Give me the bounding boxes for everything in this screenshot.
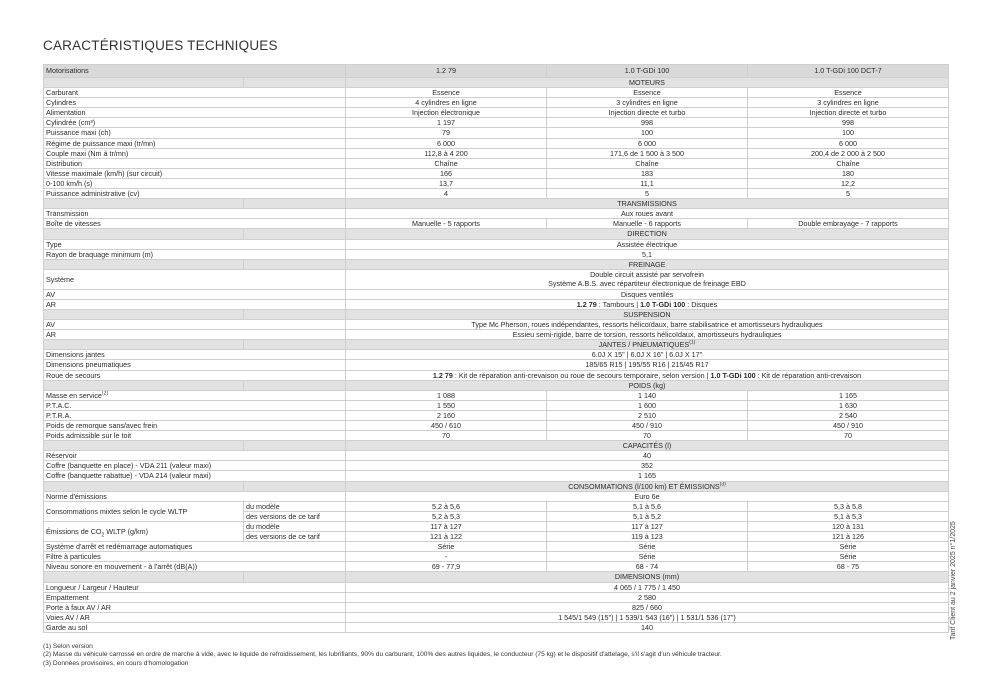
section-footnote-ref: (1) (689, 339, 696, 346)
section-spacer (244, 78, 346, 88)
value-engine-2: 2 510 (547, 410, 748, 420)
row-label (44, 410, 346, 420)
row-label: Norme d'émissions (44, 491, 346, 501)
value-engine-3: 1 165 (748, 390, 949, 400)
moteurs-row (44, 148, 949, 158)
spec-table-body (44, 65, 949, 633)
section-spacer (44, 199, 244, 209)
section-title: CONSOMMATIONS (l/100 km) ET ÉMISSIONS (568, 481, 720, 491)
sub-label: des versions de ce tarif (244, 511, 346, 521)
row-label: Longueur / Largeur / Hauteur (44, 582, 346, 592)
weight-row (44, 431, 949, 441)
value-engine-2: 183 (547, 168, 748, 178)
row-label: Voies AV / AR (44, 612, 346, 622)
value-engine-2: Essence (547, 88, 748, 98)
spare-text: : Kit de réparation anti-crevaison (755, 370, 862, 380)
row-label (44, 431, 346, 441)
brake-system-line-2: Système A.B.S. avec répartiteur électronique de freinage EBD (548, 279, 746, 289)
value-all: 1 545/1 549 (15") | 1 539/1 543 (16") | 1 531/1 536 (17") (346, 612, 949, 622)
section-title-cell (346, 199, 949, 209)
section-spacer (44, 380, 244, 390)
noise-level-row (44, 562, 949, 572)
value-engine-3: Double embrayage - 7 rapports (748, 219, 949, 229)
section-header-poids (44, 380, 949, 390)
row-label: Transmission (44, 209, 346, 219)
section-spacer (244, 229, 346, 239)
row-label-text: P.T.R.A. (46, 410, 72, 420)
co2-subscript: 2 (101, 532, 105, 539)
section-title: MOTEURS (629, 78, 665, 87)
row-label (44, 390, 346, 400)
moteurs-row (44, 168, 949, 178)
value-engine-1: 4 (346, 189, 547, 199)
brake-rear-row (44, 299, 949, 309)
row-label: Porte à faux AV / AR (44, 602, 346, 612)
section-title-cell (346, 481, 949, 491)
value-engine-2: 70 (547, 431, 748, 441)
section-title-cell (346, 309, 949, 319)
value-engine-3: 2 540 (748, 410, 949, 420)
value-engine-2: 1 600 (547, 400, 748, 410)
brake-system-line-1: Double circuit assisté par servofrein (590, 270, 704, 280)
section-spacer (244, 481, 346, 491)
section-spacer (244, 340, 346, 350)
section-header-capacites (44, 441, 949, 451)
section-title: POIDS (kg) (628, 380, 666, 390)
section-spacer (44, 259, 244, 269)
value-engine-3: 200,4 de 2 000 à 2 500 (748, 148, 949, 158)
value-all: 140 (346, 622, 949, 632)
value-all: 352 (346, 461, 949, 471)
value-engine-1: 70 (346, 431, 547, 441)
value-engine-1: 2 160 (346, 410, 547, 420)
spare-text: : Kit de réparation anti-crevaison ou roue de secours temporaire, selon version | (452, 370, 711, 380)
value-engine-3: 5,3 à 5,8 (748, 501, 949, 511)
value-all: 40 (346, 451, 949, 461)
section-spacer (244, 572, 346, 582)
row-label: Boîte de vitesses (44, 219, 346, 229)
value-engine-1: 121 à 122 (346, 532, 547, 542)
value-engine-2: Manuelle - 6 rapports (547, 219, 748, 229)
value-engine-1: 5,2 à 5,3 (346, 511, 547, 521)
value-engine-1: 4 cylindres en ligne (346, 98, 547, 108)
value-engine-2: 100 (547, 128, 748, 138)
sub-label: des versions de ce tarif (244, 532, 346, 542)
row-label: AR (44, 299, 346, 309)
value-engine-3: 6 000 (748, 138, 949, 148)
value-engine-2: 117 à 127 (547, 521, 748, 531)
row-label: Dimensions jantes (44, 350, 346, 360)
value-engine-2: 171,6 de 1 500 à 3 500 (547, 148, 748, 158)
gearbox-row (44, 219, 949, 229)
row-label: 0-100 km/h (s) (44, 178, 346, 188)
value-engine-2: 68 - 74 (547, 562, 748, 572)
row-label: AV (44, 320, 346, 330)
value-all: 6.0J X 15" | 6.0J X 16" | 6.0J X 17" (346, 350, 949, 360)
row-label-text: Poids admissible sur le toit (46, 431, 132, 441)
value-engine-3: 450 / 910 (748, 421, 949, 431)
value-engine-3: Injection directe et turbo (748, 108, 949, 118)
value-engine-1: 69 - 77,9 (346, 562, 547, 572)
section-header-jantes (44, 340, 949, 350)
value-all: Disques ventilés (346, 289, 949, 299)
dimension-row (44, 592, 949, 602)
weight-row (44, 421, 949, 431)
moteurs-row (44, 158, 949, 168)
footnotes (43, 643, 722, 668)
spare-wheel-row (44, 370, 949, 380)
value-engine-2: Injection directe et turbo (547, 108, 748, 118)
row-label: Régime de puissance maxi (tr/mn) (44, 138, 346, 148)
row-label: Cylindrée (cm³) (44, 118, 346, 128)
co2-label: WLTP (g/km) (104, 526, 148, 536)
row-label: Cylindres (44, 98, 346, 108)
section-header-moteurs (44, 78, 949, 88)
brake-system-row (44, 269, 949, 289)
section-title-cell (346, 229, 949, 239)
section-spacer (44, 481, 244, 491)
value-engine-1: 117 à 127 (346, 521, 547, 531)
value-engine-1: 112,8 à 4 200 (346, 148, 547, 158)
section-spacer (244, 309, 346, 319)
consumption-row-1 (44, 501, 949, 511)
value-engine-1: Série (346, 542, 547, 552)
brake-text: : Tambours | (596, 299, 641, 309)
value-all: Aux roues avant (346, 209, 949, 219)
capacity-row (44, 471, 949, 481)
moteurs-row (44, 118, 949, 128)
rim-row (44, 350, 949, 360)
side-note: Tarif Client au 2 janvier 2025 n°1/2025 (950, 521, 957, 640)
value-all: 2 580 (346, 592, 949, 602)
section-title-cell (346, 380, 949, 390)
row-label: Coffre (banquette rabattue) - VDA 214 (valeur maxi) (44, 471, 346, 481)
row-label: Garde au sol (44, 622, 346, 632)
section-spacer (44, 441, 244, 451)
suspension-rear-row (44, 330, 949, 340)
row-label: Vitesse maximale (km/h) (sur circuit) (44, 168, 346, 178)
value-engine-3: 100 (748, 128, 949, 138)
weight-row (44, 400, 949, 410)
section-title: DIRECTION (627, 229, 667, 239)
spec-table (43, 64, 949, 633)
value-engine-3: Chaîne (748, 158, 949, 168)
row-label: Filtre à particules (44, 552, 346, 562)
section-title: JANTES / PNEUMATIQUES (598, 340, 690, 350)
moteurs-row (44, 138, 949, 148)
value-engine-3: 120 à 131 (748, 521, 949, 531)
value-all: Euro 6e (346, 491, 949, 501)
header-row (44, 65, 949, 78)
section-title-cell (346, 340, 949, 350)
row-label: Distribution (44, 158, 346, 168)
section-title: CAPACITÉS (l) (622, 441, 672, 451)
section-header-transmissions (44, 199, 949, 209)
row-label: Niveau sonore en mouvement - à l'arrêt (dB(A)) (44, 562, 346, 572)
row-label: Empattement (44, 592, 346, 602)
value-engine-2: 5,1 à 5,2 (547, 511, 748, 521)
section-header-suspension (44, 309, 949, 319)
value-engine-1: Manuelle - 5 rapports (346, 219, 547, 229)
section-spacer (244, 380, 346, 390)
value-engine-3: 70 (748, 431, 949, 441)
section-spacer (244, 441, 346, 451)
value-engine-1: 13,7 (346, 178, 547, 188)
value-all: Essieu semi-rigide, barre de torsion, ressorts hélicoïdaux, amortisseurs hydrauliques (346, 330, 949, 340)
row-label: Type (44, 239, 346, 249)
value-engine-3: 121 à 126 (748, 532, 949, 542)
value-engine-3: 180 (748, 168, 949, 178)
row-label: Système d'arrêt et redémarrage automatiques (44, 542, 346, 552)
section-header-consommations (44, 481, 949, 491)
row-label (44, 521, 244, 541)
value-all (346, 299, 949, 309)
section-title: SUSPENSION (623, 309, 671, 319)
value-engine-3: Essence (748, 88, 949, 98)
moteurs-row (44, 88, 949, 98)
value-engine-2: Série (547, 552, 748, 562)
value-all: 5,1 (346, 249, 949, 259)
tyre-row (44, 360, 949, 370)
value-engine-2: 5 (547, 189, 748, 199)
sub-label: du modèle (244, 501, 346, 511)
value-engine-2: 6 000 (547, 138, 748, 148)
engine-ref: 1.2 79 (432, 370, 453, 380)
value-all: Type Mc Pherson, roues indépendantes, ressorts hélicoïdaux, barre stabilisatrice et amortisseurs hydrauliques (346, 320, 949, 330)
value-engine-2: 5,1 à 5,6 (547, 501, 748, 511)
dimension-row (44, 622, 949, 632)
engine-header-2: 1.0 T-GDi 100 (547, 65, 748, 78)
value-engine-2: 1 140 (547, 390, 748, 400)
section-title: FREINAGE (628, 259, 666, 269)
footnote-2: (2) Masse du véhicule carrossé en ordre de marche à vide, avec le liquide de refroidissement, les lubrifiants, 90% du carburant, 100% des autres liquides, le conducteur (75 kg) et le dispositif d'attelage, s'il s'agit d'un véhicule tracteur. (43, 651, 722, 659)
moteurs-row (44, 98, 949, 108)
capacity-row (44, 461, 949, 471)
capacity-row (44, 451, 949, 461)
row-label: Dimensions pneumatiques (44, 360, 346, 370)
value-all: Assistée électrique (346, 239, 949, 249)
moteurs-row (44, 178, 949, 188)
value-engine-3: 3 cylindres en ligne (748, 98, 949, 108)
row-label-text: P.T.A.C. (46, 400, 72, 410)
value-engine-3: Série (748, 552, 949, 562)
value-engine-3: Série (748, 542, 949, 552)
section-title-cell (346, 441, 949, 451)
engine-ref: 1.2 79 (576, 299, 597, 309)
value-all (346, 269, 949, 289)
section-spacer (244, 199, 346, 209)
row-label: Carburant (44, 88, 346, 98)
row-label: Alimentation (44, 108, 346, 118)
value-engine-1: Essence (346, 88, 547, 98)
dimension-row (44, 582, 949, 592)
row-label-text: Poids de remorque sans/avec frein (46, 421, 158, 430)
row-label (44, 421, 346, 431)
engine-ref: 1.0 T-GDi 100 (640, 299, 686, 309)
value-engine-3: 998 (748, 118, 949, 128)
section-spacer (44, 340, 244, 350)
transmission-row (44, 209, 949, 219)
section-title-cell (346, 78, 949, 88)
section-footnote-ref: (3) (719, 481, 726, 488)
row-label-text: Masse en service (46, 390, 102, 400)
value-engine-3: 5,1 à 5,3 (748, 511, 949, 521)
value-engine-1: - (346, 552, 547, 562)
footnote-3: (3) Données provisoires, en cours d'homologation (43, 659, 189, 667)
stop-start-row (44, 542, 949, 552)
value-engine-1: 5,2 à 5,6 (346, 501, 547, 511)
footnote-1: (1) Selon version (43, 643, 93, 650)
row-label (44, 400, 346, 410)
value-engine-2: 998 (547, 118, 748, 128)
section-spacer (44, 309, 244, 319)
row-label: Roue de secours (44, 370, 346, 380)
section-header-dimensions (44, 572, 949, 582)
co2-label: Émissions de CO (46, 526, 102, 536)
section-header-direction (44, 229, 949, 239)
row-label: AR (44, 330, 346, 340)
engine-header-1: 1.2 79 (346, 65, 547, 78)
section-spacer (44, 229, 244, 239)
value-engine-3: 12,2 (748, 178, 949, 188)
particle-filter-row (44, 552, 949, 562)
brake-text: : Disques (685, 299, 718, 309)
moteurs-row (44, 189, 949, 199)
row-label: Réservoir (44, 451, 346, 461)
section-spacer (44, 78, 244, 88)
value-engine-1: 166 (346, 168, 547, 178)
value-engine-2: 450 / 910 (547, 421, 748, 431)
dimension-row (44, 612, 949, 622)
value-all (346, 370, 949, 380)
row-label: Puissance administrative (cv) (44, 189, 346, 199)
row-label: Rayon de braquage minimum (m) (44, 249, 346, 259)
value-engine-1: 79 (346, 128, 547, 138)
value-engine-2: 119 à 123 (547, 532, 748, 542)
row-label: Puissance maxi (ch) (44, 128, 346, 138)
brake-front-row (44, 289, 949, 299)
section-title-cell (346, 259, 949, 269)
emission-norm-row (44, 491, 949, 501)
value-all: 1 165 (346, 471, 949, 481)
value-all: 825 / 660 (346, 602, 949, 612)
value-engine-3: 5 (748, 189, 949, 199)
row-label: AV (44, 289, 346, 299)
section-header-freinage (44, 259, 949, 269)
section-title: DIMENSIONS (mm) (614, 572, 680, 582)
sub-label: du modèle (244, 521, 346, 531)
dimension-row (44, 602, 949, 612)
value-engine-2: Série (547, 542, 748, 552)
value-all: 4 065 / 1 775 / 1 450 (346, 582, 949, 592)
value-engine-1: 450 / 610 (346, 421, 547, 431)
footnote-ref: (2) (101, 390, 109, 397)
section-title: TRANSMISSIONS (617, 199, 677, 209)
header-label: Motorisations (44, 65, 346, 78)
turning-radius-row (44, 249, 949, 259)
section-spacer (44, 572, 244, 582)
value-all: 185/65 R15 | 195/55 R16 | 215/45 R17 (346, 360, 949, 370)
value-engine-1: 1 550 (346, 400, 547, 410)
moteurs-row (44, 108, 949, 118)
engine-header-3: 1.0 T-GDi 100 DCT-7 (748, 65, 949, 78)
direction-type-row (44, 239, 949, 249)
value-engine-1: 6 000 (346, 138, 547, 148)
section-title-cell (346, 572, 949, 582)
suspension-front-row (44, 320, 949, 330)
co2-row-1 (44, 521, 949, 531)
value-engine-3: 68 - 75 (748, 562, 949, 572)
moteurs-row (44, 128, 949, 138)
weight-row (44, 390, 949, 400)
row-label: Couple maxi (Nm à tr/mn) (44, 148, 346, 158)
value-engine-2: 3 cylindres en ligne (547, 98, 748, 108)
engine-ref: 1.0 T-GDi 100 (710, 370, 756, 380)
value-engine-1: Injection électronique (346, 108, 547, 118)
row-label: Consommations mixtes selon le cycle WLTP (44, 501, 244, 521)
weight-row (44, 410, 949, 420)
section-spacer (244, 259, 346, 269)
row-label: Système (44, 269, 346, 289)
value-engine-2: 11,1 (547, 178, 748, 188)
page-title: CARACTÉRISTIQUES TECHNIQUES (43, 38, 278, 53)
value-engine-1: Chaîne (346, 158, 547, 168)
value-engine-1: 1 197 (346, 118, 547, 128)
value-engine-1: 1 088 (346, 390, 547, 400)
value-engine-3: 1 630 (748, 400, 949, 410)
row-label: Coffre (banquette en place) - VDA 211 (valeur maxi) (44, 461, 346, 471)
value-engine-2: Chaîne (547, 158, 748, 168)
